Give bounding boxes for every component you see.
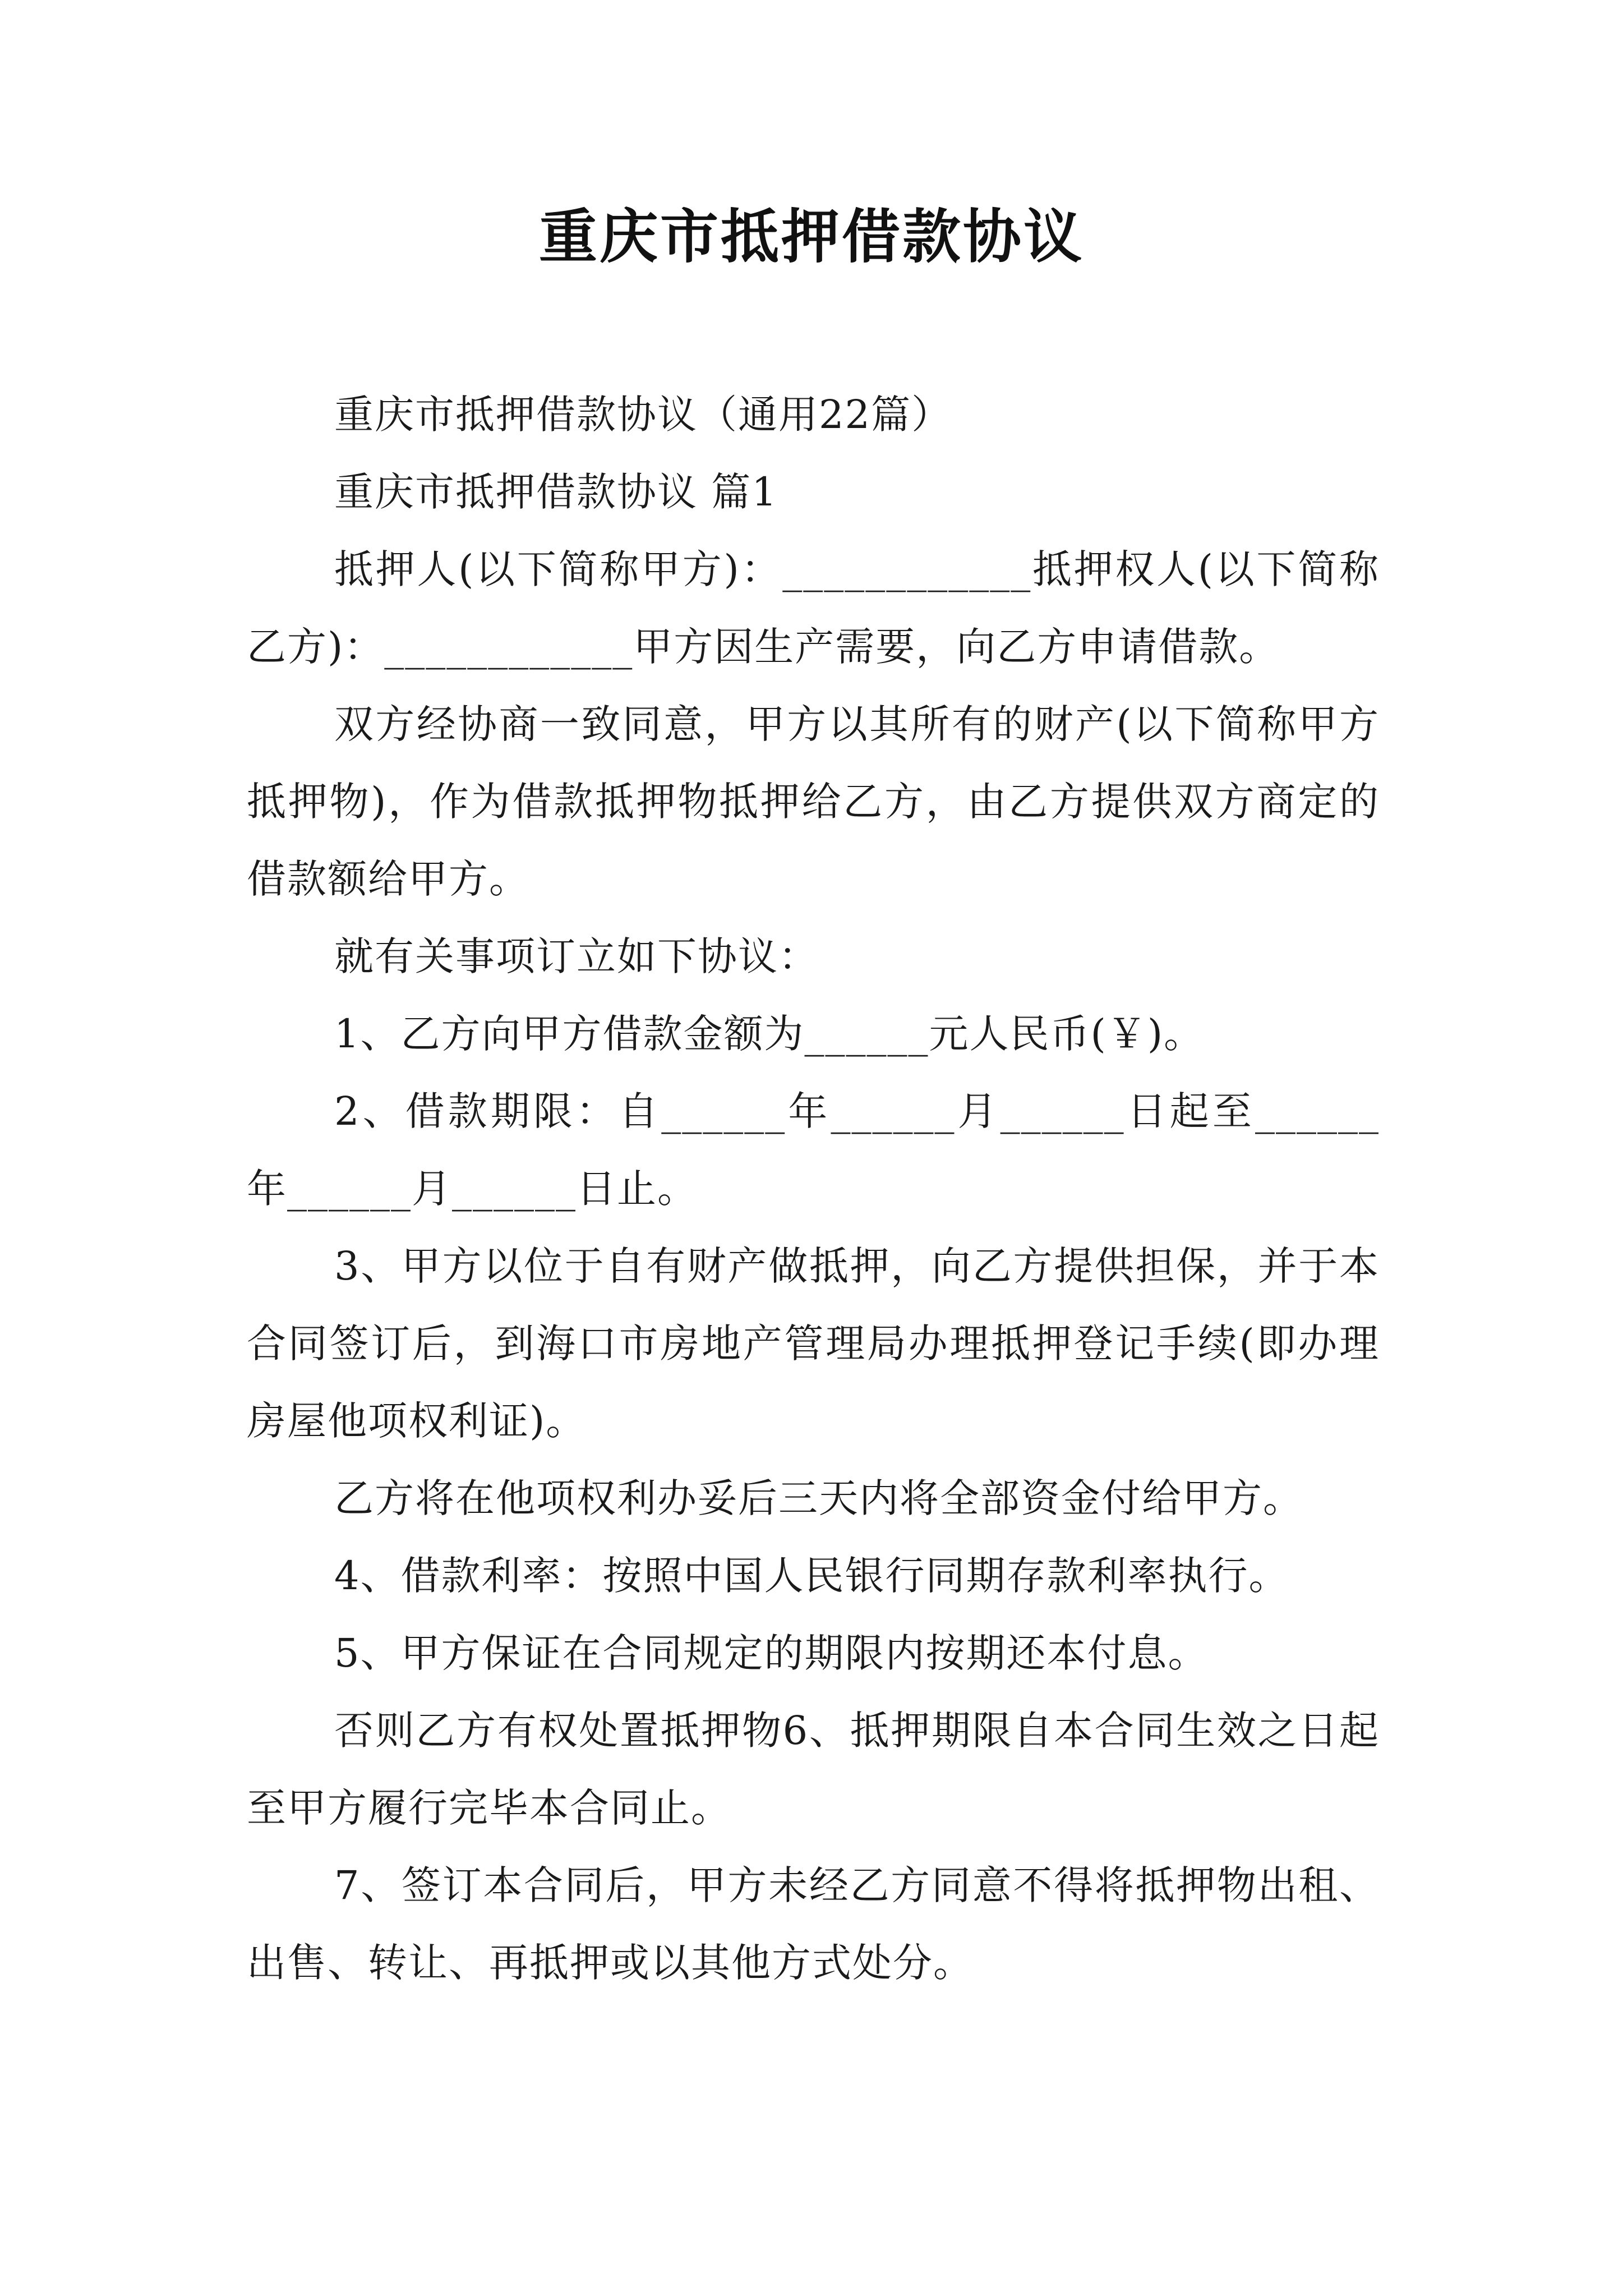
intro-paragraph: 就有关事项订立如下协议： bbox=[334, 933, 819, 979]
clause-7: 7、签订本合同后，甲方未经乙方同意不得将抵押物出租、出售、转让、再抵押或以其他方式处分。 bbox=[247, 1862, 1380, 1986]
document-body bbox=[247, 376, 1380, 2001]
agreement-paragraph: 双方经协商一致同意，甲方以其所有的财产(以下简称甲方抵押物)，作为借款抵押物抵押给乙方，由乙方提供双方商定的借款额给甲方。 bbox=[247, 701, 1380, 902]
parties-paragraph: 抵押人(以下简称甲方)：____________抵押权人(以下简称乙方)：____________甲方因生产需要，向乙方申请借款。 bbox=[247, 546, 1380, 670]
clause-1: 1、乙方向甲方借款金额为______元人民币(￥)。 bbox=[334, 1011, 1205, 1057]
clause-4: 4、借款利率：按照中国人民银行同期存款利率执行。 bbox=[334, 1553, 1289, 1599]
clause-6: 否则乙方有权处置抵押物6、抵押期限自本合同生效之日起至甲方履行完毕本合同止。 bbox=[247, 1708, 1380, 1831]
clause-2: 2、借款期限：自______年______月______日起至______年______月______日止。 bbox=[247, 1088, 1380, 1212]
section-heading: 重庆市抵押借款协议 篇1 bbox=[334, 469, 778, 515]
clause-5: 5、甲方保证在合同规定的期限内按期还本付息。 bbox=[334, 1630, 1209, 1676]
subtitle-paragraph: 重庆市抵押借款协议（通用22篇） bbox=[334, 392, 952, 438]
clause-3: 3、甲方以位于自有财产做抵押，向乙方提供担保，并于本合同签订后，到海口市房地产管理局办理抵押登记手续(即办理房屋他项权利证)。 bbox=[247, 1243, 1380, 1444]
payment-paragraph: 乙方将在他项权利办妥后三天内将全部资金付给甲方。 bbox=[334, 1475, 1303, 1521]
document-title: 重庆市抵押借款协议 bbox=[538, 203, 1084, 271]
